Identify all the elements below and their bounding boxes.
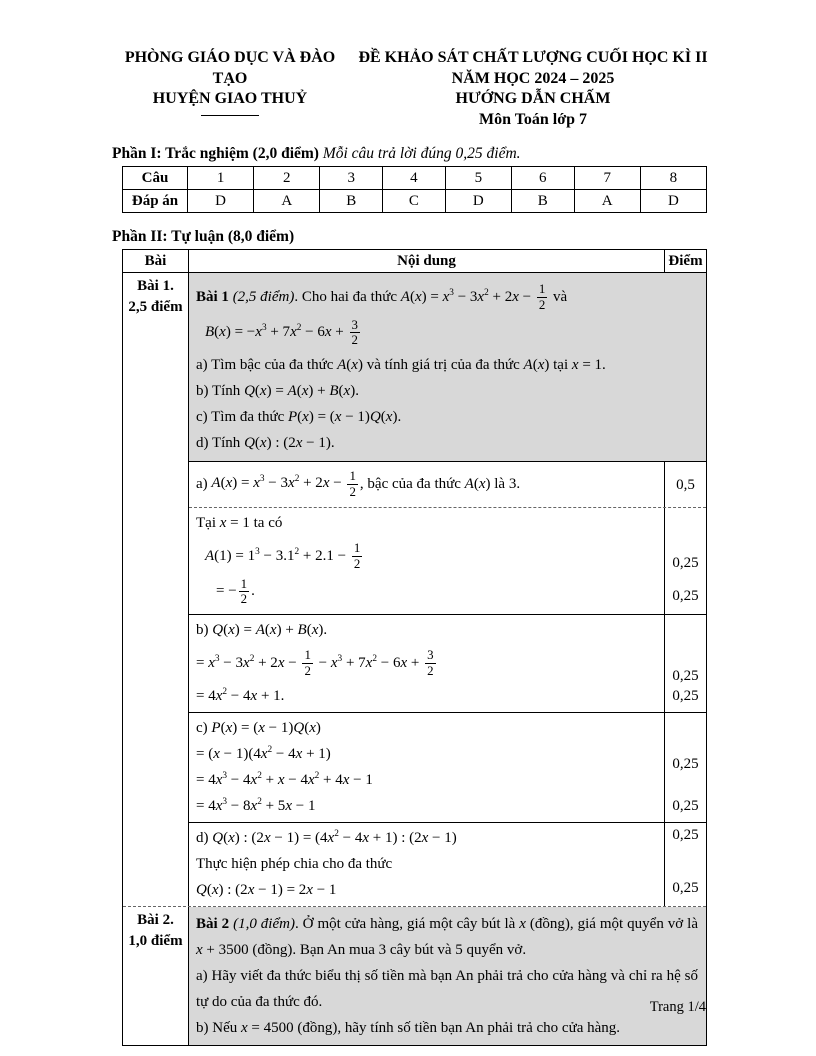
score-value: 0,25 <box>672 826 699 843</box>
score-cell <box>664 615 706 712</box>
score-value: 0,5 <box>676 476 695 493</box>
statement-line: $B(x) = -x^3 + 7x^2 - 6x$ + $\frac{3}{2}$ <box>205 317 358 348</box>
answer-cell: D <box>188 190 254 213</box>
grading-table <box>122 249 707 1046</box>
answer-row-label: Đáp án <box>123 190 188 213</box>
question-number-cell: 1 <box>188 167 254 190</box>
column-header-diem: Điểm <box>664 250 706 272</box>
bai1-solution-c <box>189 712 706 822</box>
bai2-problem-statement <box>189 907 706 1045</box>
score-cell <box>664 462 706 507</box>
issuing-authority-block <box>106 48 354 130</box>
statement-line: Bài 1 (2,5 điểm). Cho hai đa thức $A(x) = x^3 - 3x^2 + 2x$ − $\frac{1}{2}$ và <box>196 282 568 312</box>
score-value: 0,25 <box>672 797 699 814</box>
answer-cell: B <box>511 190 574 213</box>
score-value: 0,25 <box>672 879 699 896</box>
bai1-problem-statement <box>189 273 706 461</box>
score-cell <box>664 823 706 906</box>
bai1-section <box>123 273 706 906</box>
score-value: 0,25 <box>672 667 699 684</box>
score-value: 0,25 <box>672 588 699 605</box>
score-cell <box>664 713 706 822</box>
question-number-cell: 2 <box>254 167 320 190</box>
question-number-cell: 5 <box>445 167 511 190</box>
document-header <box>0 0 816 130</box>
column-header-bai: Bài <box>123 250 189 272</box>
department-name: PHÒNG GIÁO DỤC VÀ ĐÀO TẠO <box>124 49 336 87</box>
district-name: HUYỆN GIAO THUỶ <box>152 90 308 107</box>
page-number: Trang 1/4 <box>649 999 706 1015</box>
score-value: 0,25 <box>672 755 699 772</box>
question-number-cell: 8 <box>640 167 706 190</box>
bai2-section <box>123 906 706 1045</box>
bai2-body <box>189 907 706 1045</box>
answer-row <box>123 190 707 213</box>
statement-item-a: a) Tìm bậc của đa thức A(x) và tính giá trị của đa thức A(x) tại x = 1. <box>196 357 606 374</box>
column-header-noidung: Nội dung <box>397 253 456 269</box>
question-number-cell: 3 <box>320 167 383 190</box>
answer-cell: A <box>574 190 640 213</box>
answer-key-table <box>122 166 707 213</box>
solution-text: b) Q(x) = A(x) + B(x). = $x^3 - 3x^2 + 2x$ − $\frac{1}{2}$ − $x^3 + 7x^2 - 6x$ + $\frac{3}{2}$ = $4x^2 - 4x + 1$. <box>196 622 434 704</box>
header-divider <box>201 115 259 116</box>
score-value: 0,25 <box>672 687 699 704</box>
answer-cell: D <box>640 190 706 213</box>
solution-text: Tại x = 1 ta có $A(1) = 1^3 - 3.1^2 + 2.1$ − $\frac{1}{2}$ = − $\frac{1}{2}$ . <box>196 515 361 607</box>
bai1-label-cell <box>123 273 189 906</box>
bai2-label-cell <box>123 907 189 1045</box>
answer-cell: B <box>320 190 383 213</box>
solution-text: a) $A(x) = x^3 - 3x^2 + 2x$ − $\frac{1}{2}$ , bậc của đa thức A(x) là 3. <box>196 468 521 499</box>
question-number-cell: 4 <box>383 167 446 190</box>
statement-item-a: a) Hãy viết đa thức biểu thị số tiền mà bạn An phải trả cho cửa hàng và chỉ ra hệ số tự do của đa thức đó. <box>196 967 698 1010</box>
statement-item-c: c) Tìm đa thức P(x) = (x − 1)Q(x). <box>196 409 402 426</box>
grading-table-header <box>123 250 706 273</box>
bai1-solution-a <box>189 461 706 507</box>
bai1-body <box>189 273 706 906</box>
solution-text: d) Q(x) : $(2x - 1) = (4x^2 - 4x + 1)$ : (2x − 1) Thực hiện phép chia cho đa thức Q(x) : (2x − 1) = 2x − 1 <box>196 828 457 898</box>
statement-paragraph: Bài 2 (1,0 điểm). Ở một cửa hàng, giá một cây bút là x (đồng), giá một quyển vở là x + 3500 (đồng). Bạn An mua 3 cây bút và 5 quyển vở. <box>196 915 698 958</box>
school-year: NĂM HỌC 2024 – 2025 <box>451 69 615 87</box>
question-number-row <box>123 167 707 190</box>
bai1-solution-a-value <box>189 507 706 614</box>
bai1-label: Bài 1. <box>137 278 174 294</box>
score-cell <box>664 508 706 614</box>
statement-item-d: d) Tính Q(x) : (2x − 1). <box>196 435 335 452</box>
question-row-label: Câu <box>123 167 188 190</box>
solution-text: c) P(x) = (x − 1)Q(x) = $(x - 1)(4x^2 - 4x + 1)$ = $4x^3 - 4x^2 + x - 4x^2 + 4x - 1$ = $4x^3 - 8x^2 + 5x - 1$ <box>196 719 373 814</box>
part2-heading: Phần II: Tự luận (8,0 điểm) <box>112 228 295 245</box>
bai2-points-label: 1,0 điểm <box>128 932 183 949</box>
question-number-cell: 6 <box>511 167 574 190</box>
subject-line: Môn Toán lớp 7 <box>478 110 587 128</box>
document-type: HƯỚNG DẪN CHẤM <box>455 90 611 107</box>
bai2-label: Bài 2. <box>137 911 174 928</box>
answer-cell: D <box>445 190 511 213</box>
question-number-cell: 7 <box>574 167 640 190</box>
bai1-solution-d <box>189 822 706 906</box>
bai1-points-label: 2,5 điểm <box>128 299 183 315</box>
answer-cell: C <box>383 190 446 213</box>
score-value: 0,25 <box>672 555 699 572</box>
statement-item-b: b) Tính Q(x) = A(x) + B(x). <box>196 383 359 400</box>
statement-item-b: b) Nếu x = 4500 (đồng), hãy tính số tiền bạn An phải trả cho cửa hàng. <box>196 1019 621 1036</box>
part1-heading: Phần I: Trắc nghiệm (2,0 điểm) Mỗi câu trả lời đúng 0,25 điểm. <box>112 145 521 162</box>
exam-title: ĐỀ KHẢO SÁT CHẤT LƯỢNG CUỐI HỌC KÌ II <box>358 49 708 66</box>
exam-title-block <box>354 48 712 130</box>
answer-cell: A <box>254 190 320 213</box>
bai1-solution-b <box>189 614 706 712</box>
